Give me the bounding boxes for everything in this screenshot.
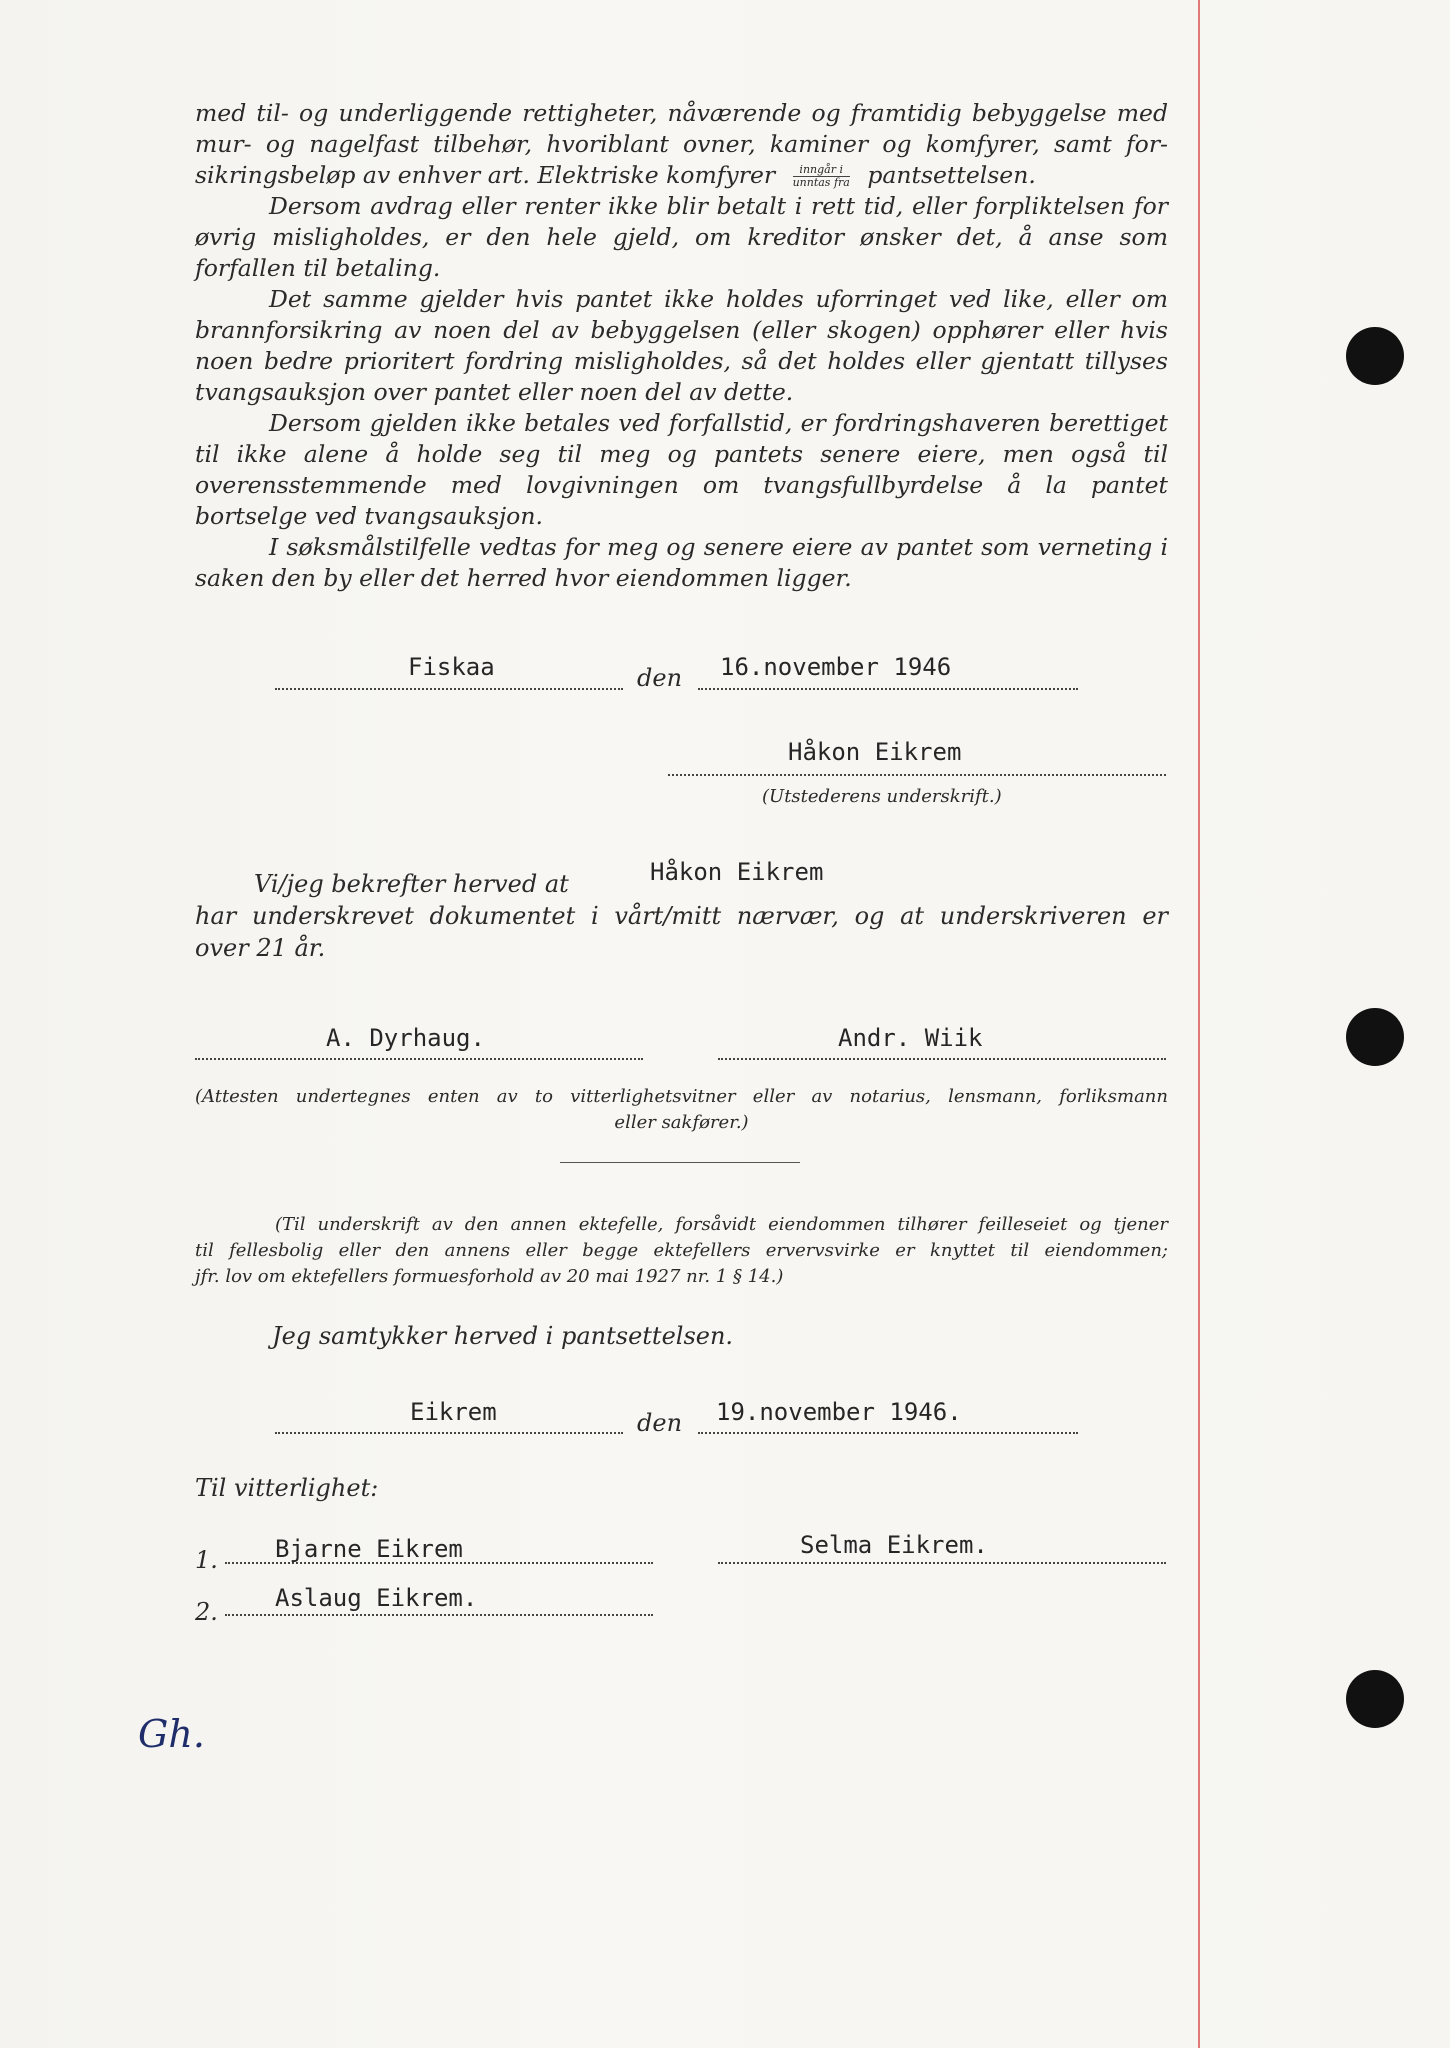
handwritten-initials: Gh. [138,1712,205,1756]
place-dotted-line [275,688,623,690]
confirmation-name: Håkon Eikrem [650,858,824,886]
consent-date-line [698,1432,1078,1434]
issue-place: Fiskaa [408,653,495,681]
witness-1-name: Bjarne Eikrem [275,1535,463,1563]
issue-den-label: den [637,664,683,692]
issuer-caption: (Utstederens underskrift.) [762,786,1002,807]
confirmation-line-3: over 21 år. [195,934,326,962]
spouse-note-line-3: jfr. lov om ektefellers formuesforhold av 20 mai 1927 nr. 1 § 14.) [195,1266,784,1287]
spouse-note-line-2: til fellesbolig eller den annens eller begge ektefellers ervervsvirke er knyttet til eiendommen; [195,1240,1168,1261]
paragraph-enforcement: Dersom gjelden ikke betales ved forfallstid, er fordringshaveren berettiget til ikke alene å holde seg til meg og pantets senere eiere, men også til overensstemmende med lovgivningen om tvangsfullbyrdelse å la pantet bortselge ved tvangsauksjon. [195,409,1168,530]
consent-place-line [275,1432,623,1434]
consent-text: Jeg samtykker herved i pantsettelsen. [272,1322,734,1350]
punch-hole-top [1346,327,1404,385]
punch-hole-middle [1346,1008,1404,1066]
paragraph-venue: I søksmålstilfelle vedtas for meg og senere eiere av pantet som verneting i saken den by eller det herred hvor eiendommen ligger. [195,533,1168,592]
witness-label: Til vitterlighet: [195,1474,379,1502]
spouse-signature: Selma Eikrem. [800,1531,988,1559]
terms-line-3 [195,160,1168,191]
issue-date: 16.november 1946 [720,653,952,681]
issuer-name: Håkon Eikrem [788,738,962,766]
witness-1-line [225,1562,653,1564]
section-separator [560,1162,800,1163]
witness-2-line [225,1614,653,1616]
paragraph-maintenance: Det samme gjelder hvis pantet ikke holdes uforringet ved like, eller om brannforsikring av noen del av bebyggelsen (eller skogen) opphører eller hvis noen bedre prioritert fordring misligholdes, så det holdes eller gjentatt tillyses tvangsauksjon over pantet eller noen del av dette. [195,285,1168,406]
witness-note-line-1: (Attesten undertegnes enten av to vitterlighetsvitner eller av notarius, lensmann, forliksmann [195,1086,1168,1107]
fraction-top: inngår i [793,164,850,177]
margin-rule [1198,0,1200,2048]
witness-right-line [718,1058,1166,1060]
witness-number-1: 1. [195,1546,218,1574]
consent-den-label: den [637,1409,683,1437]
terms-line-3-end: pantsettelsen. [867,161,1036,189]
terms-line-2: mur- og nagelfast tilbehør, hvoriblant ovner, kaminer og komfyrer, samt for- [195,130,1168,158]
spouse-note-line-1: (Til underskrift av den annen ektefelle, forsåvidt eiendommen tilhører feilleseiet og tjener [275,1214,1168,1235]
terms-line-1: med til- og underliggende rettigheter, nåværende og framtidig bebyggelse med [195,99,1168,127]
consent-place: Eikrem [410,1398,497,1426]
punch-hole-bottom [1346,1670,1404,1728]
consent-date: 19.november 1946. [716,1398,962,1426]
witness-note-line-2: eller sakfører.) [614,1112,749,1133]
fraction-bottom: unntas fra [792,176,850,189]
witness-2-name: Aslaug Eikrem. [275,1584,478,1612]
witness-number-2: 2. [195,1598,218,1626]
terms-line-3-start: sikringsbeløp av enhver art. Elektriske komfyrer [195,161,776,189]
inclusion-fraction [793,164,850,189]
witness-left-line [195,1058,643,1060]
confirmation-lead: Vi/jeg bekrefter herved at [254,870,569,898]
date-dotted-line [698,688,1078,690]
witness-right-name: Andr. Wiik [838,1024,983,1052]
spouse-signature-line [718,1562,1166,1564]
mortgage-terms-text [195,98,1168,594]
paragraph-default: Dersom avdrag eller renter ikke blir betalt i rett tid, eller forpliktelsen for øvrig misligholdes, er den hele gjeld, om kreditor ønsker det, å anse som forfallen til betaling. [195,192,1168,282]
issuer-signature-line [668,774,1166,776]
confirmation-line-2: har underskrevet dokumentet i vårt/mitt nærvær, og at underskriveren er [195,902,1168,930]
witness-left-name: A. Dyrhaug. [326,1024,485,1052]
